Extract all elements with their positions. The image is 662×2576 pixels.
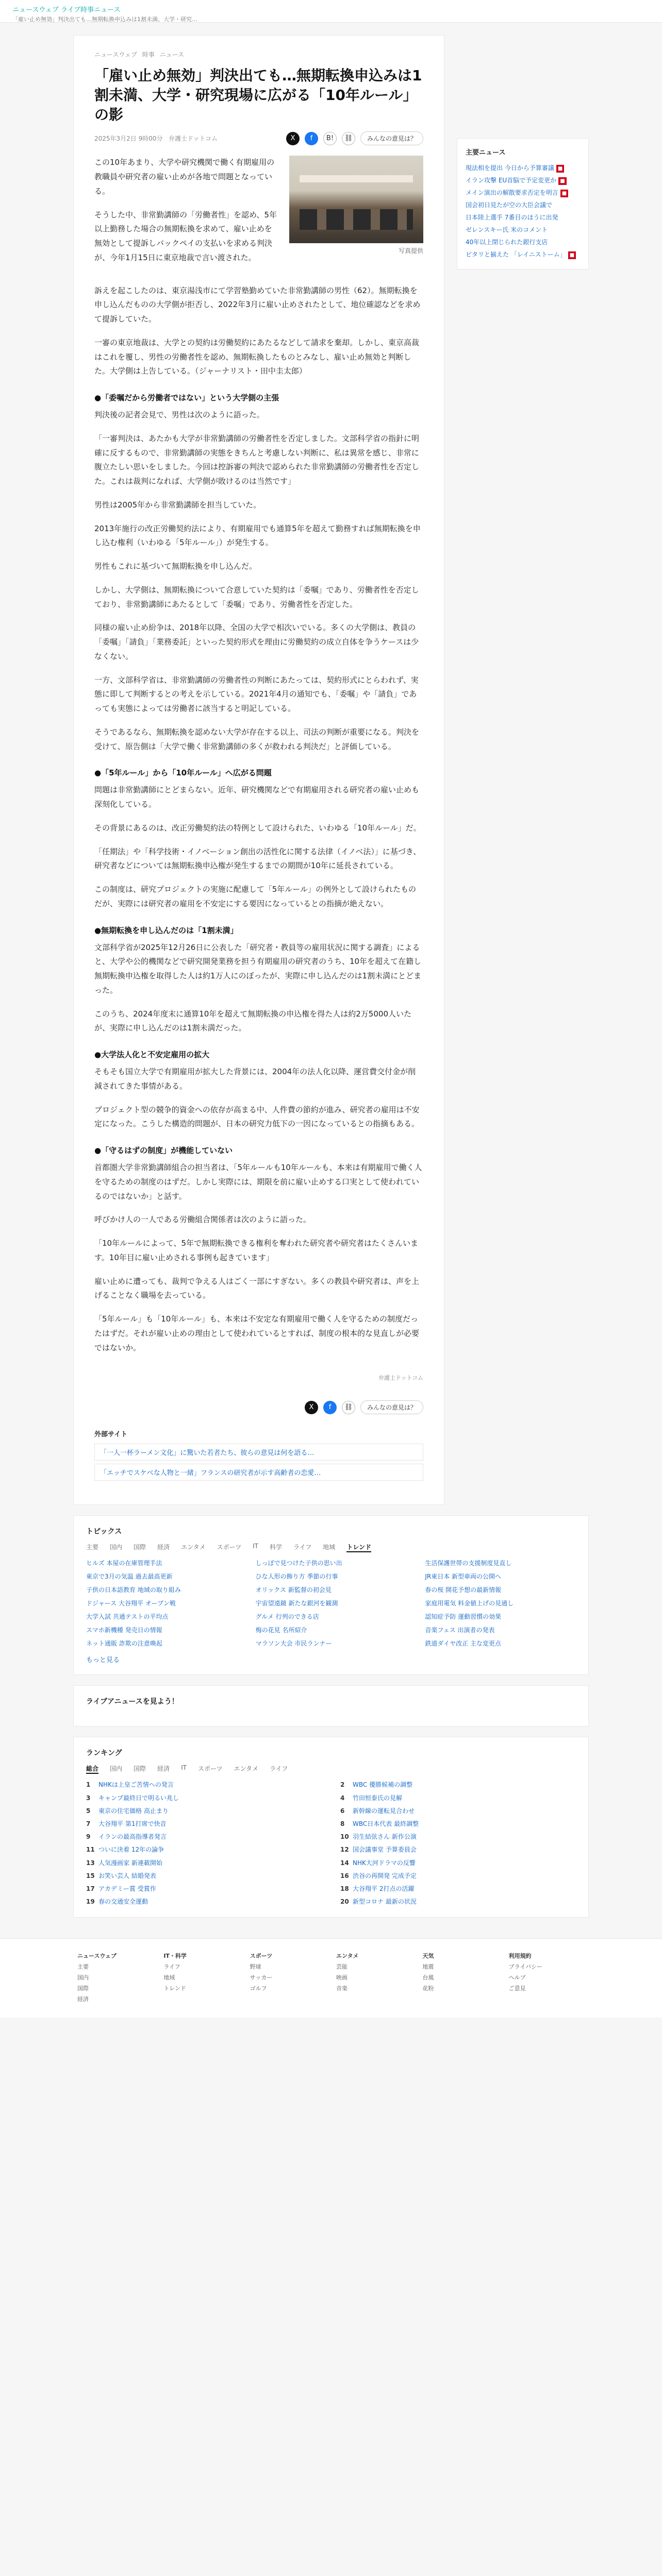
photo-caption: 写真提供: [398, 247, 423, 255]
sidebar-news-text: 国会初日見たが空の大臣会議で: [466, 201, 553, 209]
topic-link[interactable]: 春の桜 開花予想の最新情報: [425, 1586, 502, 1594]
footer-link[interactable]: 地域: [163, 1974, 175, 1981]
topic-link[interactable]: ドジャース 大谷翔平 オープン戦: [86, 1600, 176, 1607]
ranking-text: キャンプ最終日で明るい兆し: [98, 1794, 179, 1802]
topics-list: [86, 1558, 576, 1648]
rank-number: 1: [86, 1781, 91, 1789]
sidebar-news-list: [466, 162, 580, 261]
footer-link[interactable]: スポーツ: [250, 1953, 273, 1960]
footer-link[interactable]: ご意見: [508, 1985, 526, 1992]
page-layout: [73, 35, 589, 1505]
tab-item[interactable]: 経済: [157, 1544, 170, 1551]
section-heading: ●大学法人化と不安定雇用の拡大: [94, 1050, 210, 1060]
more-link[interactable]: もっと見る: [86, 1656, 120, 1665]
ranking-item[interactable]: [86, 1832, 322, 1842]
section-heading: ●「守るはずの制度」が機能していない: [94, 1146, 233, 1156]
share-bar: [286, 131, 423, 145]
live-heading[interactable]: ライブアニュースを見よう！: [86, 1698, 179, 1706]
site-footer: [0, 1938, 662, 2017]
topic-link[interactable]: 音楽フェス 出演者の発表: [425, 1626, 495, 1634]
facebook-share-icon[interactable]: f: [305, 132, 318, 145]
article-paragraph: 問題は非常勤講師にとどまらない。近年、研究機関などで有期雇用される研究者の雇い止めも深刻化している。: [94, 785, 420, 809]
topic-link[interactable]: 家庭用電気 料金値上げの見通し: [425, 1600, 514, 1607]
ranking-item[interactable]: [340, 1858, 576, 1868]
photo-banner: [300, 175, 413, 182]
topic-link[interactable]: 認知症予防 運動習慣の効果: [425, 1613, 502, 1621]
ranking-text: NHK大河ドラマの反響: [353, 1859, 416, 1867]
lead-text: [94, 156, 279, 274]
footer-link[interactable]: 台風: [422, 1974, 434, 1981]
sidebar-news-item[interactable]: [466, 199, 580, 211]
sidebar-news-text: ゼレンスキー氏 米のコメント: [466, 226, 548, 233]
footer-link[interactable]: 映画: [336, 1974, 347, 1981]
x-share-icon[interactable]: X: [286, 132, 300, 145]
footer-link[interactable]: 主要: [77, 1963, 89, 1971]
footer-link[interactable]: トレンド: [163, 1985, 187, 1992]
facebook-share-icon[interactable]: f: [323, 1401, 337, 1414]
rank-number: 2: [340, 1781, 345, 1789]
hatena-share-icon[interactable]: B!: [323, 132, 337, 145]
ranking-item[interactable]: [86, 1845, 322, 1855]
rank-number: 5: [86, 1807, 91, 1815]
source-logo: 弁護士ドットコム: [378, 1375, 423, 1382]
tab-item[interactable]: ライフ: [293, 1544, 312, 1551]
ranking-item[interactable]: [340, 1832, 576, 1842]
article-paragraph: そもそも国立大学で有期雇用が拡大した背景には、2004年の法人化以降、運営費交付金が削減されてきた事情がある。: [94, 1067, 416, 1091]
rank-number: 13: [86, 1859, 95, 1867]
tab-item[interactable]: 国内: [110, 1544, 123, 1551]
topic-link[interactable]: グルメ 行列のできる店: [255, 1613, 319, 1621]
ranking-item[interactable]: [340, 1897, 576, 1907]
article-paragraph: 訴えを起こしたのは、東京湯浅市にて学習塾勤めていた非常勤講師の男性（62）。無期転換を申し込んだものの大学側が拒否し、2022年3月に雇い止めされたとして、地位確認などを求めて提訴していた。: [94, 285, 421, 324]
ranking-item[interactable]: [86, 1780, 322, 1790]
breadcrumb-item[interactable]: 時事: [142, 51, 155, 58]
footer-link[interactable]: 野球: [250, 1963, 261, 1971]
ranking-text: 人気漫画家 新連載開始: [98, 1859, 162, 1867]
opinion-button[interactable]: みんなの意見は？: [360, 131, 423, 145]
footer-link[interactable]: 芸能: [336, 1963, 347, 1971]
tab-item[interactable]: 経済: [157, 1765, 170, 1773]
footer-column: [250, 1951, 326, 2005]
main-news-box: [457, 138, 589, 269]
topics-section: [73, 1515, 589, 1675]
sidebar-news-text: 日本陸上選手 7番目のほうに出発: [466, 214, 558, 221]
footer-link[interactable]: ライフ: [163, 1963, 180, 1971]
tab-item[interactable]: 国際: [134, 1544, 146, 1551]
rank-number: 11: [86, 1846, 95, 1854]
new-badge-icon: ■: [568, 251, 576, 259]
rank-number: 16: [340, 1872, 349, 1879]
sidebar-news-text: 40年以上閉じられた銀行支店: [466, 239, 548, 246]
rank-number: 3: [86, 1794, 91, 1802]
article-paragraph: 男性もこれに基づいて無期転換を申し込んだ。: [94, 562, 257, 571]
sidebar-news-text: メイン演出の解散要求否定を明言: [466, 189, 558, 196]
ranking-text: 大谷翔平 2打点の活躍: [353, 1885, 415, 1892]
sidebar-news-item[interactable]: [466, 236, 580, 248]
external-link[interactable]: 「一人一杯ラーメン文化」に驚いた若者たち、彼らの意見は何を語る…: [94, 1444, 423, 1461]
share-bar-bottom: [305, 1400, 423, 1414]
rank-number: 6: [340, 1807, 345, 1815]
ranking-text: イランの最高指導者発言: [98, 1833, 167, 1841]
new-badge-icon: ■: [560, 190, 568, 197]
article-paragraph: この10年あまり、大学や研究機関で働く有期雇用の教職員や研究者の雇い止めが各地で問題となっている。: [94, 158, 275, 196]
lead-section: [94, 156, 423, 274]
ranking-tabs: [86, 1764, 576, 1774]
article-paragraph: 一方、文部科学省は、非常勤講師の労働者性の判断にあたっては、契約形式にとらわれず、実態に即して判断するとの考えを示している。2021年4月の通知でも、「委嘱」や「請負」であっても実態によっては労働者に該当すると明記している。: [94, 675, 419, 714]
section-heading: ●「5年ルール」から「10年ルール」へ広がる問題: [94, 768, 272, 778]
topic-link[interactable]: 生活保護世帯の支援制度見直し: [425, 1560, 512, 1567]
breadcrumb-item[interactable]: ニュース: [159, 51, 184, 58]
breadcrumb-item[interactable]: ニュースウェブ: [94, 51, 137, 58]
article-paragraph: 呼びかけ人の一人である労働組合関係者は次のように語った。: [94, 1215, 311, 1225]
topic-link[interactable]: ひな人形の飾り方 季節の行事: [255, 1573, 338, 1581]
topic-link[interactable]: 東京で3月の気温 過去最高更新: [86, 1573, 173, 1581]
ranking-text: 国会議事堂 予算委員会: [353, 1846, 417, 1854]
footer-link[interactable]: IT・科学: [163, 1953, 187, 1960]
site-logo[interactable]: ニュースウェブ ライブ時事ニュース: [12, 6, 121, 14]
footer-link[interactable]: 経済: [77, 1995, 89, 2003]
tab-item[interactable]: 国際: [134, 1765, 146, 1773]
rank-number: 14: [340, 1859, 349, 1867]
topics-heading: トピックス: [86, 1528, 122, 1536]
ranking-item[interactable]: [340, 1871, 576, 1881]
ranking-section: [73, 1737, 589, 1918]
ranking-text: WBC日本代表 最終調整: [353, 1820, 419, 1827]
external-sites: [94, 1429, 423, 1481]
sidebar-news-item[interactable]: [466, 162, 580, 174]
rank-number: 17: [86, 1885, 95, 1892]
article-paragraph: 一審の東京地裁は、大学との契約は労働契約にあたるなどして請求を棄却。しかし、東京高裁はこれを覆し、男性の労働者性を認め、無期転換したものとみなし、雇い止め無効と判断した。大学側は上告している。（ジャーナリスト・田中圭太郎）: [94, 337, 420, 376]
sidebar-news-item[interactable]: [466, 187, 580, 199]
ranking-item[interactable]: [86, 1858, 322, 1868]
article-title: 「雇い止め無効」判決出ても…無期転換申込みは1割未満、大学・研究現場に広がる「10年ルール」の影: [94, 67, 422, 123]
tab-item[interactable]: 地域: [323, 1544, 336, 1551]
ranking-item[interactable]: [340, 1845, 576, 1855]
article-paragraph: 「5年ルール」も「10年ルール」も、本来は不安定な有期雇用で働く人を守るための制度だったはずだ。それが雇い止めの理由として使われているとすれば、制度の根本的な見直しが必要ではないか。: [94, 1314, 420, 1352]
ranking-item[interactable]: [340, 1793, 576, 1803]
tab-item[interactable]: IT: [253, 1543, 258, 1550]
article-paragraph: そうであるなら、無期転換を認めない大学が存在する以上、司法の判断が重要になる。判決を受けて、原告側は「大学で働く非常勤講師の多くが救われる判決だ」と評価している。: [94, 727, 420, 751]
ranking-text: WBC 優勝候補の調整: [353, 1781, 413, 1789]
footer-column: [422, 1951, 498, 2005]
article-source[interactable]: 弁護士ドットコム: [168, 135, 218, 143]
link-copy-icon[interactable]: ⛓: [342, 132, 355, 145]
article-main: [73, 35, 444, 1505]
ranking-text: 羽生結弦さん 新作公演: [353, 1833, 417, 1841]
rank-number: 15: [86, 1872, 95, 1879]
topic-link[interactable]: 鉄道ダイヤ改正 主な変更点: [425, 1640, 501, 1648]
article-figure: [289, 156, 423, 274]
article-paragraph: 同様の雇い止め紛争は、2018年以降、全国の大学で相次いでいる。多くの大学側は、教員の「委嘱」「請負」「業務委託」といった契約形式を理由に労働契約の成立自体を争うケースは少なくない。: [94, 623, 419, 661]
topic-link[interactable]: しっぽで見つけた子供の思い出: [255, 1560, 342, 1567]
topic-link[interactable]: 梅の花見 名所紹介: [255, 1626, 307, 1634]
footer-link[interactable]: 音楽: [336, 1985, 347, 1992]
x-share-icon[interactable]: X: [305, 1401, 318, 1414]
tab-item[interactable]: 国内: [110, 1765, 123, 1773]
sidebar-news-item[interactable]: [466, 248, 580, 261]
ranking-item[interactable]: [86, 1819, 322, 1829]
sidebar-news-text: 現法相を提出 今日から予算審議: [466, 164, 554, 172]
sidebar: [457, 35, 589, 269]
article-paragraph: 雇い止めに遭っても、裁判で争える人はごく一部にすぎない。多くの教員や研究者は、声を上げることなく職場を去っている。: [94, 1276, 420, 1300]
rank-number: 10: [340, 1833, 349, 1841]
article-paragraph: 2013年施行の改正労働契約法により、有期雇用でも通算5年を超えて勤務すれば無期転換を申し込む権利（いわゆる「5年ルール」）が発生する。: [94, 523, 421, 548]
ranking-text: アカデミー賞 受賞作: [98, 1885, 156, 1892]
sidebar-news-item[interactable]: [466, 224, 580, 236]
ranking-text: お笑い芸人 結婚発表: [98, 1872, 156, 1879]
article-paragraph: そうした中、非常勤講師の「労働者性」を認め、5年以上勤務した場合の無期転換を求めて、雇い止めを無効として提訴しバックペイの支払いを求める判決が、今年1月15日に東京地裁で言い渡された。: [94, 210, 277, 262]
rank-number: 4: [340, 1794, 345, 1802]
topic-link[interactable]: 子供の日本語教育 地域の取り組み: [86, 1586, 181, 1594]
footer-link[interactable]: 天気: [422, 1953, 434, 1960]
sidebar-news-item[interactable]: [466, 174, 580, 187]
sidebar-heading: 主要ニュース: [466, 149, 506, 157]
footer-link[interactable]: 利用規約: [508, 1953, 532, 1960]
article-paragraph: その背景にあるのは、改正労働契約法の特例として設けられた、いわゆる「10年ルール」だ。: [94, 823, 421, 833]
rank-number: 20: [340, 1898, 349, 1906]
topic-link[interactable]: 大学入試 共通テストの平均点: [86, 1613, 169, 1621]
article-paragraph: 首都圏大学非常勤講師組合の担当者は、「5年ルールも10年ルールも、本来は有期雇用で働く人を守るための制度のはずだ。しかし実際には、期限を前に雇い止めする口実として使われているのではないか」と話す。: [94, 1163, 422, 1201]
article-paragraph: プロジェクト型の競争的資金への依存が高まる中、人件費の節約が進み、研究者の雇用は不安定になった。こうした構造的問題が、日本の研究力低下の一因になっているとの指摘もある。: [94, 1105, 420, 1129]
article-sections: [94, 392, 423, 1355]
footer-link[interactable]: ゴルフ: [250, 1985, 267, 1992]
topic-link[interactable]: ヒルズ 本屋の在庫管理手法: [86, 1560, 162, 1567]
topic-link[interactable]: ネット通販 詐欺の注意喚起: [86, 1640, 162, 1648]
footer-column: [336, 1951, 412, 2005]
section-heading: ●「委嘱だから労働者ではない」という大学側の主張: [94, 393, 279, 403]
footer-link[interactable]: 花粉: [422, 1985, 434, 1992]
footer-link[interactable]: 地震: [422, 1963, 434, 1971]
footer-link[interactable]: エンタメ: [336, 1953, 359, 1960]
tab-item[interactable]: スポーツ: [197, 1765, 223, 1773]
sidebar-news-text: ピタリと揃えた 「レイニストーム」: [466, 251, 566, 258]
footer-column: [509, 1951, 585, 2005]
footer-link[interactable]: 国際: [77, 1985, 89, 1992]
ranking-item[interactable]: [340, 1806, 576, 1816]
footer-column: [77, 1951, 153, 2005]
ranking-text: NHKは上皇ご苦情への発言: [98, 1781, 174, 1789]
ranking-item[interactable]: [340, 1884, 576, 1894]
article-footer-share: [94, 1394, 423, 1414]
footer-link[interactable]: ニュースウェブ: [77, 1953, 117, 1960]
press-conference-photo[interactable]: [289, 156, 423, 243]
new-badge-icon: ■: [556, 165, 564, 173]
tab-item[interactable]: ライフ: [270, 1765, 288, 1773]
ranking-item[interactable]: [86, 1897, 322, 1907]
ranking-heading: ランキング: [86, 1749, 122, 1758]
article-paragraph: 「一審判決は、あたかも大学が非常勤講師の労働者性を否定しました。文部科学省の指針に明確に反するもので、非常勤講師の実態をきちんと考慮しない判断に、私は異常を感じ、非常に腹立たしい思いをしました。今回は控訴審の判決で認められた非常勤講師の労働者性を否定した。これは裁判になれば、大学側が敗けるのは当然です」: [94, 433, 420, 486]
tab-item[interactable]: 主要: [86, 1544, 99, 1551]
topic-link[interactable]: マラソン大会 市民ランナー: [255, 1640, 332, 1648]
footer-column: [163, 1951, 239, 2005]
rank-number: 7: [86, 1820, 91, 1827]
ranking-text: 春の交通安全運動: [98, 1898, 148, 1906]
article-paragraph: 「任期法」や「科学技術・イノベーション創出の活性化に関する法律（イノベ法）」に基づき、研究者などについては無期転換申込権が発生するまでの期間が10年に延長されている。: [94, 846, 421, 871]
sidebar-news-item[interactable]: [466, 211, 580, 224]
sidebar-news-text: イラン攻撃 EU首脳で予定変更か: [466, 177, 557, 184]
ranking-item[interactable]: [86, 1793, 322, 1803]
ranking-item[interactable]: [340, 1819, 576, 1829]
opinion-button[interactable]: みんなの意見は？: [360, 1400, 423, 1414]
article-date: 2025年3月2日 9時00分: [94, 135, 163, 143]
article-meta: [94, 131, 423, 145]
ranking-item[interactable]: [340, 1780, 576, 1790]
tab-item[interactable]: エンタメ: [234, 1765, 258, 1773]
external-link[interactable]: 「エッチでスケベな人物と一緒」フランスの研究者が示す高齢者の恋愛…: [94, 1464, 423, 1481]
topic-link[interactable]: JR東日本 新型車両の公開へ: [425, 1573, 502, 1581]
tab-item[interactable]: エンタメ: [181, 1544, 206, 1551]
ranking-text: 竹田恒泰氏の見解: [353, 1794, 403, 1802]
article-paragraph: 文部科学省が2025年12月26日に公表した「研究者・教員等の雇用状況に関する調査」によると、大学や公的機関などで研究開発業務を担う有期雇用の研究者のうち、10年を超えて在籍し無期転換申込権を取得した人は約1万人にのぼったが、実際に申し込んだのは1割未満にとどまった。: [94, 942, 422, 995]
photo-people: [300, 209, 413, 230]
footer-link[interactable]: プライバシー: [508, 1963, 543, 1971]
footer-link[interactable]: 国内: [77, 1974, 89, 1981]
live-section: [73, 1685, 589, 1726]
footer-link[interactable]: サッカー: [250, 1974, 273, 1981]
tab-item[interactable]: IT: [181, 1764, 187, 1772]
rank-number: 9: [86, 1833, 91, 1841]
article-paragraph: 判決後の記者会見で、男性は次のように語った。: [94, 410, 264, 420]
ranking-list: [86, 1780, 576, 1907]
breadcrumb: [94, 50, 423, 59]
external-heading: 外部サイト: [94, 1431, 128, 1439]
topic-link[interactable]: スマホ新機種 発売日の情報: [86, 1626, 162, 1634]
footer-link[interactable]: ヘルプ: [508, 1974, 526, 1981]
topic-link[interactable]: 宇宙望遠鏡 新たな銀河を観測: [255, 1600, 338, 1607]
article-paragraph: この制度は、研究プロジェクトの実施に配慮して「5年ルール」の例外として設けられたものだが、実際には研究者の雇用を不安定にする要因になっているとの指摘が絶えない。: [94, 885, 416, 908]
link-copy-icon[interactable]: ⛓: [342, 1401, 355, 1414]
article-paragraph: 男性は2005年から非常勤講師を担当していた。: [94, 500, 261, 510]
ranking-text: 新幹線の運転見合わせ: [353, 1807, 415, 1815]
ranking-text: 東京の住宅価格 高止まり: [98, 1807, 169, 1815]
ranking-text: 新型コロナ 最新の状況: [353, 1898, 417, 1906]
tab-item[interactable]: トレンド: [346, 1543, 371, 1552]
top-tagline: 「雇い止め無効」判決出ても…無期転換申込みは1割未満、大学・研究…: [12, 16, 197, 23]
ranking-item[interactable]: [86, 1884, 322, 1894]
ranking-item[interactable]: [86, 1806, 322, 1816]
rank-number: 19: [86, 1898, 95, 1906]
rank-number: 8: [340, 1820, 345, 1827]
rank-number: 18: [340, 1885, 349, 1892]
tab-item[interactable]: 総合: [86, 1764, 98, 1774]
ranking-text: 渋谷の再開発 完成予定: [353, 1872, 417, 1879]
article-paragraph: しかし、大学側は、無期転換について合意していた契約は「委嘱」であり、労働者性を否定しており、非常勤講師にあたるとして「委嘱」であり、労働者性を否定した。: [94, 585, 419, 609]
rank-number: 12: [340, 1846, 349, 1854]
topics-tabs: [86, 1543, 576, 1552]
ranking-item[interactable]: [86, 1871, 322, 1881]
new-badge-icon: ■: [558, 177, 566, 185]
top-bar: [0, 0, 662, 23]
ranking-text: 大谷翔平 第1打席で快音: [98, 1820, 167, 1827]
topic-link[interactable]: オリックス 新監督の初会見: [255, 1586, 332, 1594]
article-paragraph: 「10年ルールによって、5年で無期転換できる権利を奪われた研究者や研究者はたくさんいます。10年目に雇い止めされる事例も起きています」: [94, 1239, 419, 1262]
article-paragraph: このうち、2024年度末に通算10年を超えて無期転換の申込権を得た人は約2万5000人いたが、実際に申し込んだのは1割未満だった。: [94, 1009, 411, 1033]
tab-item[interactable]: スポーツ: [217, 1544, 242, 1551]
ranking-text: ついに決着 12年の論争: [98, 1846, 164, 1854]
section-heading: ●無期転換を申し込んだのは「1割未満」: [94, 925, 238, 935]
tab-item[interactable]: 科学: [270, 1544, 283, 1551]
